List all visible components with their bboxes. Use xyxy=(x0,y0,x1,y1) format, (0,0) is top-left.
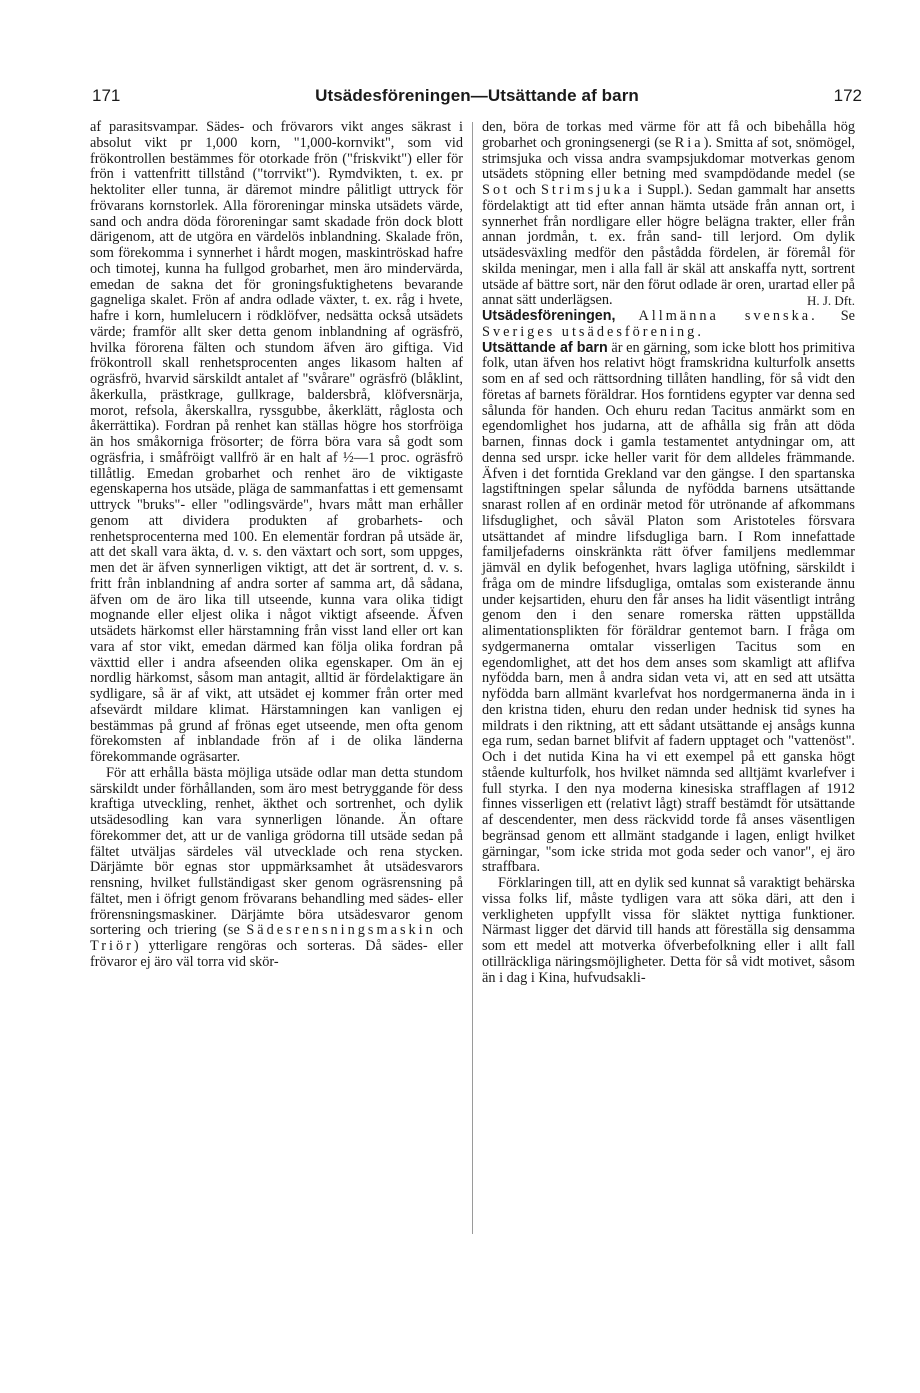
left-paragraph-2-text-c: ) ytterligare rengöras och sorteras. Då sädes- eller frövaror ej äro väl torra vid skör- xyxy=(90,938,463,970)
cross-reference-sot[interactable]: Sot xyxy=(482,182,511,198)
subheading-allmanna-svenska: Allmänna svenska. xyxy=(638,308,818,324)
author-signature: H. J. Dft. xyxy=(806,293,855,309)
right-paragraph-4: Förklaringen till, att en dylik sed kunnat så varaktigt behärska vissa folks lif, måste tydligen vara att söka däri, att den i verkligheten uppfyllt vissa för släktet nyttiga funktioner. Närmast ligger det därvid till hands att föreställa sig densamma som ett medel att motverka öfverbefolkning eller i allt fall otillräckliga näringsmöjligheter. Detta för så vidt motivet, såsom än i dag i Kina, hufvudsakli- xyxy=(482,875,855,986)
running-title: Utsädesföreningen—Utsättande af barn xyxy=(315,86,639,105)
column-divider xyxy=(472,122,473,1234)
page-number-left: 171 xyxy=(92,86,121,105)
cross-reference-sadesrensningsmaskin[interactable]: Sädesrensningsmaskin xyxy=(246,922,436,939)
see-label: Se xyxy=(840,308,855,324)
right-paragraph-1-text-b: ). Smitta af sot, snömögel, strimsjuka och vissa andra svampsjukdomar motverkas genom utsädets stöpning eller betning med svampdödande medel (se xyxy=(482,134,855,183)
page-header xyxy=(92,86,862,112)
left-column xyxy=(90,120,463,971)
entry-utsattande-text: är en gärning, som icke blott hos primitiva folk, utan äfven hos relativt högt framskridna kulturfolk ansetts som en af sed och rättsordning tillåten handling, för så vidt den företas af barnets föräldrar. Hos forntidens egypter var denna sed sålunda för handen. Och ehuru redan Tacitus anmärkt som en egendomlighet hos judarna, att de afhålla sig från att döda barnen, finnas dock i gamla testamentet antydningar om, att denna sed urspr. icke heller varit för dem alldeles främmande. Äfven i det forntida Grekland var den gängse. I den spartanska lagstiftningen spelar sålunda de nyfödda barnens utsättande snarast rollen af en ordinär metod för utrönande af afkommans lifsduglighet, och såväl Platon som Aristoteles försvara utsättandet af mindre lifsdugliga barn. I Rom innefattade familjefaderns oinskränkta rätt öfver familjens medlemmar jämväl en dylik befogenhet, hvars lagliga utöfning, särskildt i fråga om de mindre lifsdugliga, omtalas som existerande ännu under kejsartiden, ehuru den får anses ha lidit väsentligt intrång genom den i den senare romerska rätten uppställda alimentationsplikten för föräldrar gentemot barn. I fråga om sydgermanerna omtalar visserligen Tacitus som en egendomlighet, att det hos dem anses som skamligt att aflifva nyfödda barn, men å andra sidan veta vi, att en sed att utsätta nyfödda barn allmänt kvarlefvat hos nordgermanerna ända in i den kristna tiden, ehuru den redan under hednisk tid synes ha mildrats i den riktning, att ett sådant utsättande ej ansågs kunna ega rum, sedan barnet blifvit af fadern upptaget och "vattenöst". Och i det nutida Kina ha vi ett exempel på ett ganska högt stående kulturfolk, hos hvilket nämnda sed alltjämt kvarlefver i full styrka. I den nya moderna kinesiska strafflagen af 1912 finnes visserligen ett (relativt lågt) straff bestämdt för utsättande af descendenter, men dess räckvidd torde få anses väsentligen begränsad genom ett allmänt stadgande i lagen, enligt hvilket gärningar, "som icke strida mot goda seder och vanor", ej äro straffbara. xyxy=(482,339,855,876)
cross-reference-ria[interactable]: Ria xyxy=(674,134,704,151)
left-paragraph-1: af parasitsvampar. Sädes- och frövarors vikt anges säkrast i absolut vikt pr 1,000 korn, "1,000-kornvikt", som vid frökontrollen bestämmes för otorkade frön ("friskvikt") eller för frön i vattenfritt tillstånd ("torrvikt"). Rymdvikten, t. ex. pr hektoliter eller tunna, är däremot mindre pålitligt uttryck för frövarans kornstorlek. Alla föroreningar minska utsädets värde, sand och andra döda föroreningar samt skadade frön dock blott därigenom, att de utgöra en värdelös inblandning. Skalade frön, som förekomma i synnerhet i hårdt mogen, maskintröskad hafre och timotej, kunna ha fullgod grobarhet, men äro mindervärda, emedan de sakna det för groningsfuktighetens bevarande gagneliga skalet. Frön af andra odlade växter, t. ex. råg i hvete, hafre i korn, humlelucern i rödklöfver, nedsätta också utsädets värde; framför allt sker detta genom inblandning af ogräsfrö, hvilka förorena fälten och stundom äfven äro giftiga. Vid frökontroll skall renhetsprocenten anges likasom halten af ogräsfrö, hvarvid särskildt antalet af "svårare" ogräsfrö (blåklint, åkerkulla, prästkrage, gullkrage, baldersbrå, klöfversnärja, morot, refsola, åkerskallra, ryssgubbe, åkerklätt, råglosta och åkerrättika). Fordran på renhet kan ställas högre hos storfröiga än hos småkorniga frösorter; de förra böra vara så godt som ogräsfria, i småfröigt vallfrö är en halt af ½—1 proc. ogräsfrö tillåtlig. Emedan grobarhet och renhet äro de viktigaste egenskaperna hos utsäde, pläga de sammanfattas i ett gemensamt uttryck "bruks"- eller "odlingsvärde", hvars mått man erhåller genom att dividera produkten af grobarhets- och renhetsprocenterna med 100. En elementär fordran på utsäde är, att det skall vara äkta, d. v. s. den växtart och sort, som uppges, men det är äfven synnerligen viktigt, att det är sortrent, d. v. s. fritt från inblandning af andra sorter af samma art, då sådana, äfven om de äro lika till utseende, kunna vara olika tidigt mognande eller eljest olika i något viktigt afseende. Äfven utsädets härkomst eller härstamning från visst land eller ort kan vara af stor vikt, emedan därmed kan följa olika fordran på växttid eller i andra afseenden olika egenskaper. Om än ej nordlig härkomst, såsom man antagit, alltid är fördelaktigare än sydligare, så är af vikt, att utsädet ej kommer från orter med afsevärdt mildare klimat. Härstamningen kan vanligen ej bestämmas på grund af frönas eget utseende, men ofta genom förekomsten af inblandade frön af i de olika länderna förekommande ogräsarter. xyxy=(90,119,463,765)
right-paragraph-1 xyxy=(482,120,855,309)
right-paragraph-1-text-d: i Suppl.). Sedan gammalt har ansetts fördelaktigt att tid efter annan hämta utsäde från annan ort, i synnerhet från nordligare eller högre belägna trakter, eller från annan jordmån, t. ex. från sand- till lerjord. Om dylik utsädesväxling medför den påstådda fördelen, är föremål för skilda meningar, men i alla fall är skäl att anskaffa nytt, sortrent utsäde af bättre sort, när den förut odlade är oren, urartad eller på annat sätt underlägsen. xyxy=(482,182,856,309)
entry-utsattande-af-barn xyxy=(482,341,855,877)
entry-utsadesforeningen xyxy=(482,309,855,341)
cross-reference-trior[interactable]: Triör xyxy=(90,938,134,954)
page-number-right: 172 xyxy=(833,86,862,105)
left-paragraph-2 xyxy=(90,766,463,971)
right-column xyxy=(482,120,855,986)
cross-reference-strimsjuka[interactable]: Strimsjuka xyxy=(540,182,633,198)
cross-reference-sveriges-utsadesforening[interactable]: Sveriges utsädesförening. xyxy=(482,323,704,340)
right-paragraph-1-text-a: den, böra de torkas med värme för att få och bibehålla hög grobarhet och groningsenergi (se xyxy=(482,119,855,151)
headword-utsadesforeningen: Utsädesföreningen, xyxy=(482,308,616,324)
left-paragraph-2-text-b: och xyxy=(442,922,463,939)
left-paragraph-2-text-a: För att erhålla bästa möjliga utsäde odlar man detta stundom särskildt under förhållanden, som äro mest betryggande för dess kraftiga utveckling, renhet, äkthet och sortrenhet, och dylik utsädesodling kan vara synnerligen lönande. Än oftare förekommer det, att ur de vanliga grödorna till utsäde sedan på fältet utväljas särdeles väl utvecklade och rena stycken. Därjämte bör egnas stor uppmärksamhet åt utsädesvarors rensning, hvilket fullständigast sker genom ogräsrensning på fältet, men i öfrigt genom frövarans behandling med sädes- eller frörensningsmaskiner. Därjämte böra utsädesvaror genom sortering och triering (se xyxy=(90,764,463,939)
headword-utsattande-af-barn: Utsättande af barn xyxy=(482,339,608,356)
right-paragraph-1-text-c: och xyxy=(515,182,536,198)
